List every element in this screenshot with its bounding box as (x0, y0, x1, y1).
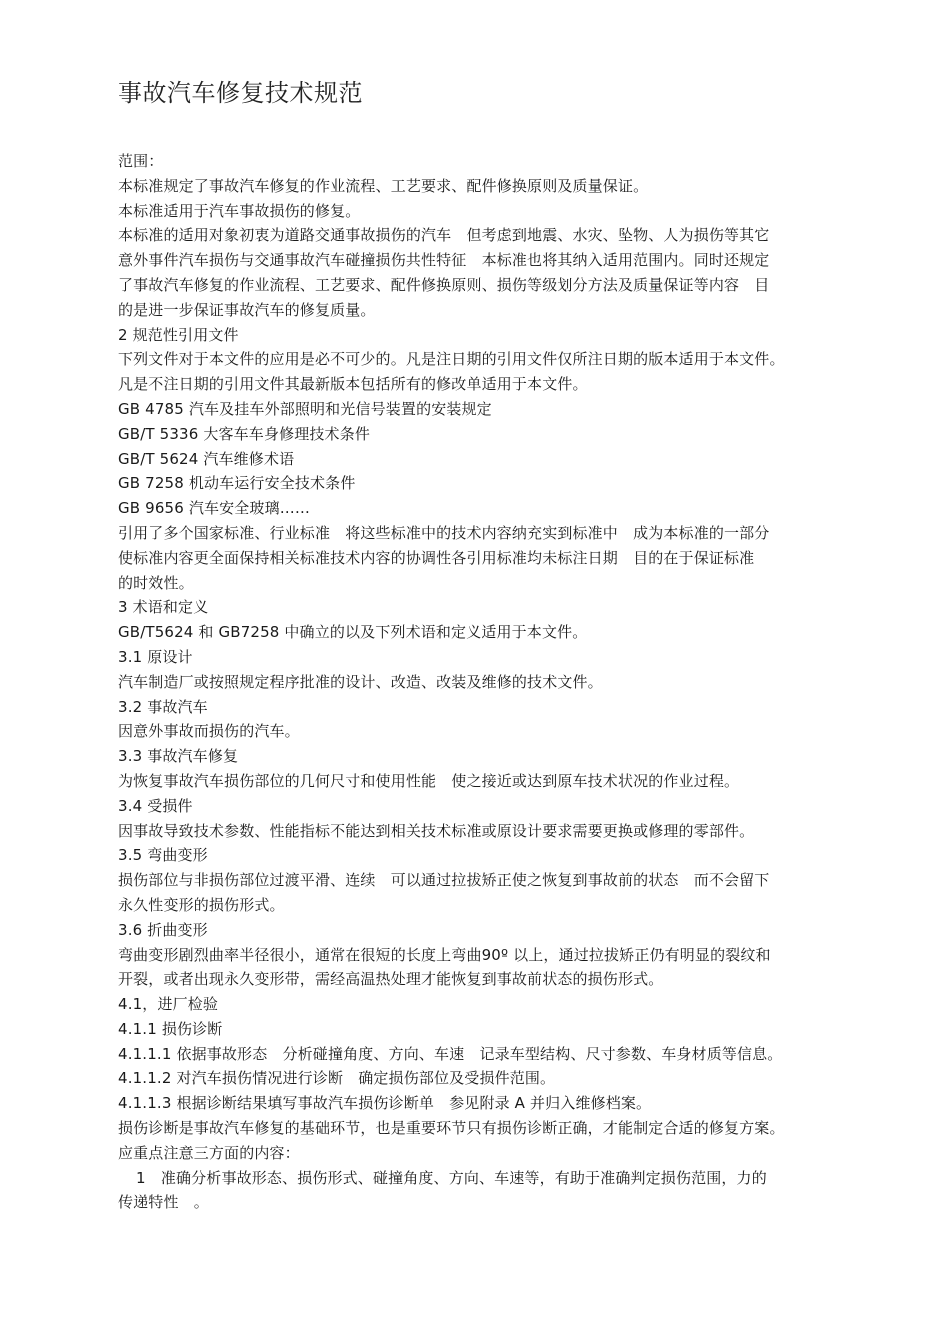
reference-item: GB/T 5624 汽车维修术语 (118, 449, 295, 468)
term-heading: 3.2 事故汽车 (118, 697, 208, 716)
paragraph-line: 凡是不注日期的引用文件其最新版本包括所有的修改单适用于本文件。 (118, 375, 588, 394)
paragraph-line: 本标准规定了事故汽车修复的作业流程、工艺要求、配件修换原则及质量保证。 (118, 176, 649, 195)
reference-item: GB 4785 汽车及挂车外部照明和光信号装置的安装规定 (118, 399, 492, 418)
paragraph-line: 引用了多个国家标准、行业标准 将这些标准中的技术内容纳充实到标准中 成为本标准的一部分 (118, 523, 770, 542)
paragraph-line: 下列文件对于本文件的应用是必不可少的。凡是注日期的引用文件仅所注日期的版本适用于本文件。 (118, 350, 785, 369)
section-heading: 3 术语和定义 (118, 598, 209, 617)
paragraph-line: GB/T5624 和 GB7258 中确立的以及下列术语和定义适用于本文件。 (118, 623, 588, 642)
term-definition: 永久性变形的损伤形式。 (118, 895, 285, 914)
paragraph-line: 传递特性 。 (118, 1193, 209, 1212)
clause-item: 4.1.1.1 依据事故形态 分析碰撞角度、方向、车速 记录车型结构、尺寸参数、车身材质等信息。 (118, 1044, 783, 1063)
term-definition: 因事故导致技术参数、性能指标不能达到相关技术标准或原设计要求需要更换或修理的零部件。 (118, 821, 755, 840)
subsection-heading: 4.1.1 损伤诊断 (118, 1019, 223, 1038)
paragraph-line: 本标准适用于汽车事故损伤的修复。 (118, 201, 361, 220)
document-body (118, 149, 838, 1215)
term-heading: 3.6 折曲变形 (118, 920, 208, 939)
reference-item: GB/T 5336 大客车车身修理技术条件 (118, 424, 370, 443)
paragraph-line: 损伤诊断是事故汽车修复的基础环节，也是重要环节只有损伤诊断正确，才能制定合适的修复方案。 (118, 1119, 785, 1138)
section-heading: 2 规范性引用文件 (118, 325, 239, 344)
term-heading: 3.5 弯曲变形 (118, 846, 208, 865)
reference-item: GB 7258 机动车运行安全技术条件 (118, 474, 356, 493)
paragraph-line: 应重点注意三方面的内容： (118, 1143, 300, 1162)
paragraph-line: 使标准内容更全面保持相关标准技术内容的协调性各引用标准均未标注日期 目的在于保证标准 (118, 548, 755, 567)
reference-item: GB 9656 汽车安全玻璃…… (118, 499, 311, 518)
numbered-item: 1 准确分析事故形态、损伤形式、碰撞角度、方向、车速等，有助于准确判定损伤范围，力的 (136, 1168, 767, 1187)
term-definition: 损伤部位与非损伤部位过渡平滑、连续 可以通过拉拔矫正使之恢复到事故前的状态 而不会留下 (118, 871, 770, 890)
term-heading: 3.1 原设计 (118, 647, 193, 666)
clause-item: 4.1.1.2 对汽车损伤情况进行诊断 确定损伤部位及受损件范围。 (118, 1069, 556, 1088)
term-definition: 因意外事故而损伤的汽车。 (118, 722, 300, 741)
paragraph-line: 的是进一步保证事故汽车的修复质量。 (118, 300, 376, 319)
section-heading: 4.1，进厂检验 (118, 995, 219, 1014)
term-heading: 3.4 受损件 (118, 796, 193, 815)
term-definition: 弯曲变形剧烈曲率半径很小，通常在很短的长度上弯曲90º 以上，通过拉拔矫正仍有明显的裂纹和 (118, 945, 771, 964)
term-heading: 3.3 事故汽车修复 (118, 747, 239, 766)
paragraph-line: 本标准的适用对象初衷为道路交通事故损伤的汽车 但考虑到地震、水灾、坠物、人为损伤等其它 (118, 226, 770, 245)
paragraph-line: 了事故汽车修复的作业流程、工艺要求、配件修换原则、损伤等级划分方法及质量保证等内容 目 (118, 275, 770, 294)
paragraph-line: 意外事件汽车损伤与交通事故汽车碰撞损伤共性特征 本标准也将其纳入适用范围内。同时还规定 (118, 251, 770, 270)
paragraph-line: 范围： (118, 152, 164, 170)
term-definition: 汽车制造厂或按照规定程序批准的设计、改造、改装及维修的技术文件。 (118, 672, 603, 691)
document-title: 事故汽车修复技术规范 (118, 79, 363, 107)
term-definition: 为恢复事故汽车损伤部位的几何尺寸和使用性能 使之接近或达到原车技术状况的作业过程。 (118, 771, 740, 790)
paragraph-line: 的时效性。 (118, 573, 194, 592)
clause-item: 4.1.1.3 根据诊断结果填写事故汽车损伤诊断单 参见附录 A 并归入维修档案。 (118, 1094, 652, 1113)
term-definition: 开裂，或者出现永久变形带，需经高温热处理才能恢复到事故前状态的损伤形式。 (118, 970, 664, 989)
